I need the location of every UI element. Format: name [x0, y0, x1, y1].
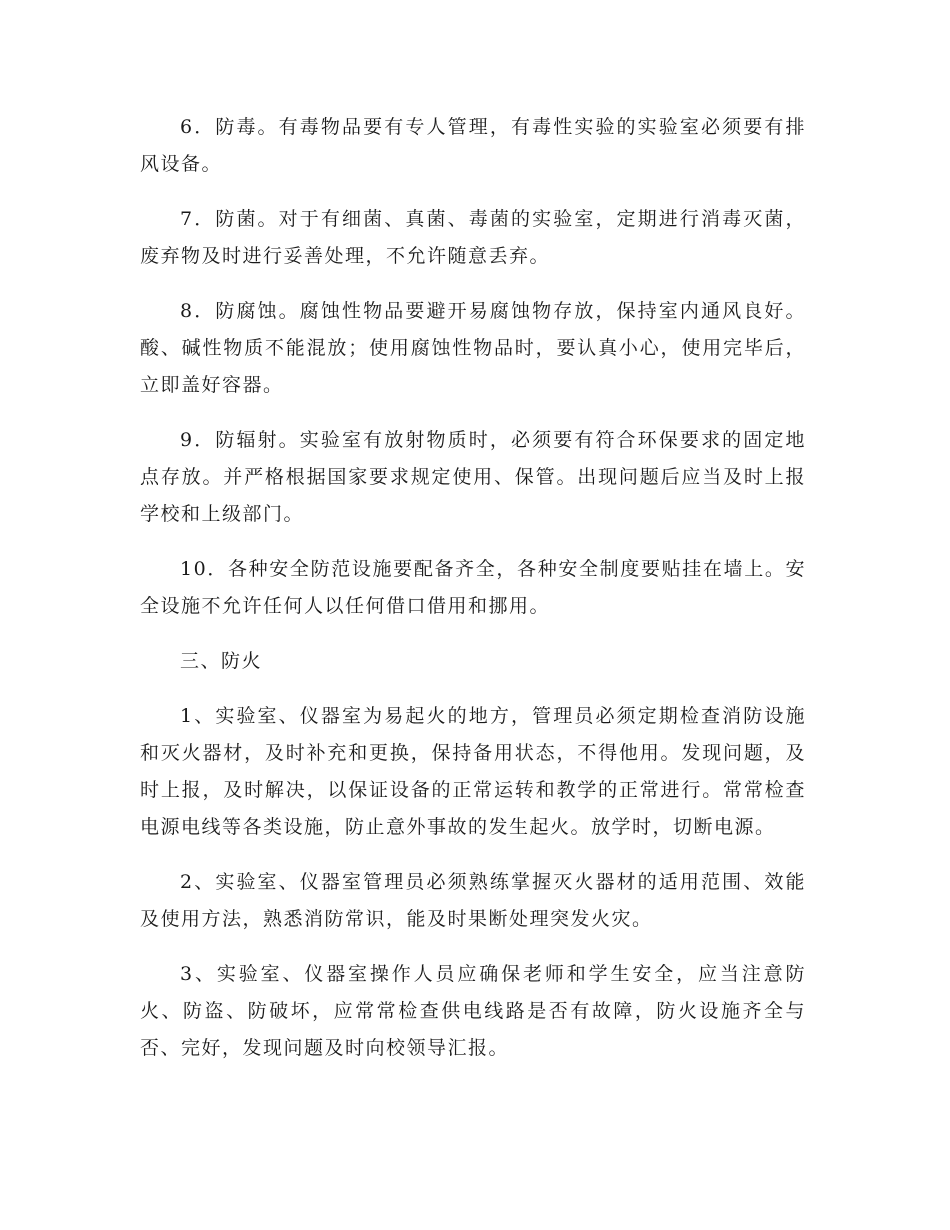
- document-body: [140, 109, 806, 1085]
- paragraph-anti-poison: 6．防毒。有毒物品要有专人管理，有毒性实验的实验室必须要有排风设备。: [140, 116, 806, 175]
- paragraph-fire-1: 1、实验室、仪器室为易起火的地方，管理员必须定期检查消防设施和灭火器材，及时补充和更换，保持备用状态，不得他用。发现问题，及时上报，及时解决，以保证设备的正常运转和教学的正常进行。常常检查电源电线等各类设施，防止意外事故的发生起火。放学时，切断电源。: [140, 705, 806, 838]
- paragraph-fire-3: 3、实验室、仪器室操作人员应确保老师和学生安全，应当注意防火、防盗、防破坏，应常常检查供电线路是否有故障，防火设施齐全与否、完好，发现问题及时向校领导汇报。: [140, 963, 806, 1059]
- section-heading-fire-prevention: 三、防火: [180, 650, 263, 672]
- paragraph-anti-corrosion: 8．防腐蚀。腐蚀性物品要避开易腐蚀物存放，保持室内通风良好。酸、碱性物质不能混放；使用腐蚀性物品时，要认真小心，使用完毕后，立即盖好容器。: [140, 300, 806, 396]
- paragraph-fire-2: 2、实验室、仪器室管理员必须熟练掌握灭火器材的适用范围、效能及使用方法，熟悉消防常识，能及时果断处理突发火灾。: [140, 871, 806, 930]
- paragraph-anti-radiation: 9．防辐射。实验室有放射物质时，必须要有符合环保要求的固定地点存放。并严格根据国家要求规定使用、保管。出现问题后应当及时上报学校和上级部门。: [140, 429, 806, 525]
- paragraph-safety-facilities: 10．各种安全防范设施要配备齐全，各种安全制度要贴挂在墙上。安全设施不允许任何人以任何借口借用和挪用。: [140, 558, 806, 617]
- paragraph-anti-bacteria: 7．防菌。对于有细菌、真菌、毒菌的实验室，定期进行消毒灭菌，废弃物及时进行妥善处理，不允许随意丢弃。: [140, 208, 806, 267]
